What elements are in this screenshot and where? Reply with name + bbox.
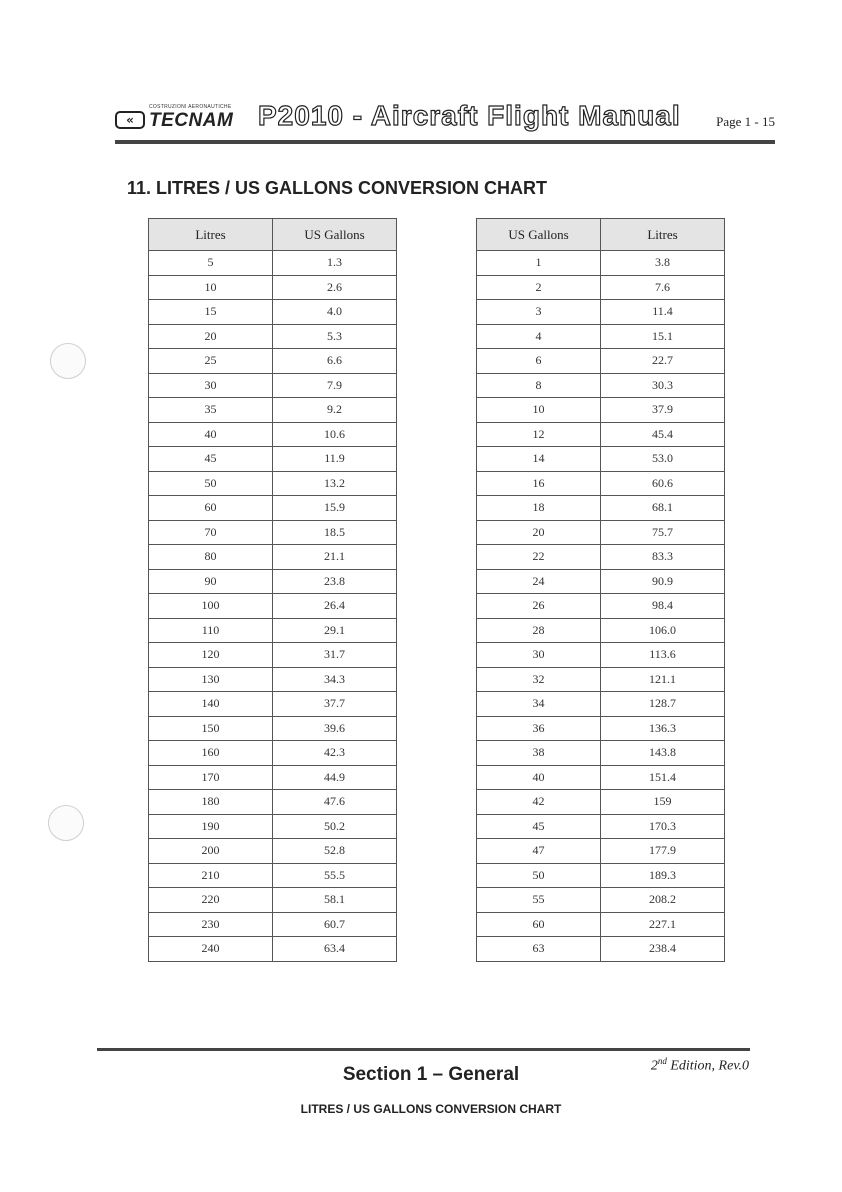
table-cell: 15.9	[273, 496, 397, 521]
table-row	[149, 937, 397, 962]
table-row	[149, 545, 397, 570]
table-cell: 60.7	[273, 912, 397, 937]
gallons-to-litres-table	[476, 218, 725, 962]
table-cell: 38	[477, 741, 601, 766]
table-cell: 11.9	[273, 447, 397, 472]
table-cell: 1	[477, 251, 601, 276]
table-cell: 63	[477, 937, 601, 962]
punch-hole-top	[50, 343, 86, 379]
table-cell: 42.3	[273, 741, 397, 766]
table-cell: 4	[477, 324, 601, 349]
table-cell: 50.2	[273, 814, 397, 839]
table-cell: 120	[149, 643, 273, 668]
table-cell: 37.7	[273, 692, 397, 717]
table-cell: 160	[149, 741, 273, 766]
table-cell: 130	[149, 667, 273, 692]
table-cell: 24	[477, 569, 601, 594]
table-cell: 30	[149, 373, 273, 398]
page-number: Page 1 - 15	[716, 114, 775, 129]
table-row	[149, 888, 397, 913]
table-row	[477, 373, 725, 398]
table-cell: 180	[149, 790, 273, 815]
table-cell: 37.9	[601, 398, 725, 423]
table-row	[149, 373, 397, 398]
table-row	[477, 569, 725, 594]
table-cell: 1.3	[273, 251, 397, 276]
table-cell: 159	[601, 790, 725, 815]
table-cell: 23.8	[273, 569, 397, 594]
table-cell: 220	[149, 888, 273, 913]
table-cell: 110	[149, 618, 273, 643]
table-cell: 53.0	[601, 447, 725, 472]
table-cell: 5	[149, 251, 273, 276]
table-cell: 60	[149, 496, 273, 521]
table-row	[149, 790, 397, 815]
table-cell: 60.6	[601, 471, 725, 496]
footer-section-title: Section 1 – General	[342, 1064, 520, 1085]
table-row	[477, 643, 725, 668]
table-cell: 68.1	[601, 496, 725, 521]
table-cell: 98.4	[601, 594, 725, 619]
table-cell: 90	[149, 569, 273, 594]
table-cell: 5.3	[273, 324, 397, 349]
table-row	[149, 496, 397, 521]
table-row	[149, 765, 397, 790]
table-cell: 140	[149, 692, 273, 717]
table-cell: 45	[477, 814, 601, 839]
table-header-row	[477, 219, 725, 251]
table-cell: 16	[477, 471, 601, 496]
table-cell: 18	[477, 496, 601, 521]
table-cell: 34	[477, 692, 601, 717]
table-row	[149, 741, 397, 766]
table-cell: 143.8	[601, 741, 725, 766]
table-row	[149, 912, 397, 937]
table-row	[149, 422, 397, 447]
table-row	[477, 545, 725, 570]
table-row	[149, 569, 397, 594]
table-row	[477, 667, 725, 692]
table-row	[477, 741, 725, 766]
column-header: Litres	[149, 219, 273, 251]
table-row	[477, 839, 725, 864]
table-row	[477, 520, 725, 545]
table-cell: 40	[477, 765, 601, 790]
table-cell: 238.4	[601, 937, 725, 962]
table-row	[149, 839, 397, 864]
table-row	[149, 251, 397, 276]
table-cell: 21.1	[273, 545, 397, 570]
table-cell: 10.6	[273, 422, 397, 447]
table-row	[149, 520, 397, 545]
logo-chevron-icon: «	[115, 111, 145, 129]
table-cell: 3.8	[601, 251, 725, 276]
table-cell: 28	[477, 618, 601, 643]
table-cell: 106.0	[601, 618, 725, 643]
table-cell: 25	[149, 349, 273, 374]
table-cell: 100	[149, 594, 273, 619]
edition-text: Edition, Rev.0	[666, 1058, 749, 1074]
table-cell: 10	[477, 398, 601, 423]
table-row	[477, 251, 725, 276]
table-row	[477, 814, 725, 839]
table-cell: 34.3	[273, 667, 397, 692]
table-cell: 29.1	[273, 618, 397, 643]
table-cell: 121.1	[601, 667, 725, 692]
table-row	[477, 471, 725, 496]
table-cell: 83.3	[601, 545, 725, 570]
punch-hole-bottom	[48, 805, 84, 841]
table-cell: 3	[477, 300, 601, 325]
table-cell: 52.8	[273, 839, 397, 864]
table-cell: 2	[477, 275, 601, 300]
table-row	[149, 667, 397, 692]
table-cell: 30.3	[601, 373, 725, 398]
table-cell: 8	[477, 373, 601, 398]
table-row	[149, 447, 397, 472]
table-cell: 151.4	[601, 765, 725, 790]
table-cell: 128.7	[601, 692, 725, 717]
edition-number: 2	[650, 1058, 658, 1074]
table-cell: 45.4	[601, 422, 725, 447]
litres-to-gallons-table	[148, 218, 397, 962]
table-row	[149, 618, 397, 643]
table-cell: 70	[149, 520, 273, 545]
table-cell: 42	[477, 790, 601, 815]
table-cell: 26	[477, 594, 601, 619]
table-cell: 30	[477, 643, 601, 668]
table-header-row	[149, 219, 397, 251]
table-cell: 55.5	[273, 863, 397, 888]
table-cell: 230	[149, 912, 273, 937]
table-row	[149, 594, 397, 619]
table-cell: 40	[149, 422, 273, 447]
table-cell: 227.1	[601, 912, 725, 937]
table-cell: 2.6	[273, 275, 397, 300]
table-cell: 113.6	[601, 643, 725, 668]
table-cell: 15	[149, 300, 273, 325]
table-row	[149, 643, 397, 668]
table-row	[149, 324, 397, 349]
table-row	[149, 692, 397, 717]
table-row	[477, 692, 725, 717]
manual-title: P2010 - Aircraft Flight Manual	[258, 100, 681, 131]
table-cell: 75.7	[601, 520, 725, 545]
table-cell: 12	[477, 422, 601, 447]
table-cell: 189.3	[601, 863, 725, 888]
table-row	[477, 422, 725, 447]
page-header	[115, 100, 775, 140]
table-cell: 210	[149, 863, 273, 888]
table-cell: 177.9	[601, 839, 725, 864]
table-cell: 14	[477, 447, 601, 472]
column-header: Litres	[601, 219, 725, 251]
section-title: 11. LITRES / US GALLONS CONVERSION CHART	[127, 178, 548, 198]
table-row	[477, 594, 725, 619]
table-row	[149, 863, 397, 888]
table-cell: 47	[477, 839, 601, 864]
table-row	[477, 888, 725, 913]
table-cell: 39.6	[273, 716, 397, 741]
table-cell: 31.7	[273, 643, 397, 668]
table-row	[149, 300, 397, 325]
table-cell: 58.1	[273, 888, 397, 913]
column-header: US Gallons	[273, 219, 397, 251]
table-cell: 10	[149, 275, 273, 300]
column-header: US Gallons	[477, 219, 601, 251]
table-cell: 55	[477, 888, 601, 913]
table-row	[149, 471, 397, 496]
logo-small-text: COSTRUZIONI AERONAUTICHE	[149, 104, 232, 110]
table-cell: 35	[149, 398, 273, 423]
table-row	[477, 912, 725, 937]
table-cell: 47.6	[273, 790, 397, 815]
tecnam-logo	[115, 104, 240, 132]
table-cell: 20	[149, 324, 273, 349]
table-cell: 50	[477, 863, 601, 888]
table-row	[477, 790, 725, 815]
table-cell: 45	[149, 447, 273, 472]
footer-subtitle: LITRES / US GALLONS CONVERSION CHART	[300, 1102, 562, 1116]
table-row	[477, 863, 725, 888]
table-cell: 200	[149, 839, 273, 864]
table-cell: 7.9	[273, 373, 397, 398]
table-cell: 36	[477, 716, 601, 741]
table-cell: 190	[149, 814, 273, 839]
table-row	[149, 716, 397, 741]
footer-divider	[97, 1048, 750, 1051]
table-cell: 22	[477, 545, 601, 570]
table-row	[149, 814, 397, 839]
table-cell: 170.3	[601, 814, 725, 839]
table-cell: 13.2	[273, 471, 397, 496]
table-row	[477, 618, 725, 643]
table-cell: 208.2	[601, 888, 725, 913]
table-cell: 18.5	[273, 520, 397, 545]
table-cell: 22.7	[601, 349, 725, 374]
table-row	[477, 765, 725, 790]
table-row	[477, 324, 725, 349]
table-row	[477, 275, 725, 300]
table-cell: 63.4	[273, 937, 397, 962]
table-cell: 136.3	[601, 716, 725, 741]
table-cell: 90.9	[601, 569, 725, 594]
table-cell: 80	[149, 545, 273, 570]
table-cell: 9.2	[273, 398, 397, 423]
table-cell: 60	[477, 912, 601, 937]
table-row	[149, 398, 397, 423]
table-row	[477, 716, 725, 741]
table-cell: 20	[477, 520, 601, 545]
table-row	[477, 447, 725, 472]
table-cell: 6	[477, 349, 601, 374]
table-row	[477, 398, 725, 423]
table-cell: 4.0	[273, 300, 397, 325]
table-cell: 44.9	[273, 765, 397, 790]
logo-text: TECNAM	[149, 110, 234, 131]
table-cell: 15.1	[601, 324, 725, 349]
edition-suffix: nd	[657, 1056, 667, 1066]
table-row	[477, 349, 725, 374]
table-row	[477, 937, 725, 962]
table-cell: 240	[149, 937, 273, 962]
table-row	[477, 300, 725, 325]
table-cell: 7.6	[601, 275, 725, 300]
table-cell: 170	[149, 765, 273, 790]
table-cell: 50	[149, 471, 273, 496]
table-cell: 26.4	[273, 594, 397, 619]
table-row	[477, 496, 725, 521]
table-cell: 150	[149, 716, 273, 741]
header-divider	[115, 140, 775, 144]
table-cell: 32	[477, 667, 601, 692]
table-cell: 11.4	[601, 300, 725, 325]
table-row	[149, 349, 397, 374]
table-row	[149, 275, 397, 300]
table-cell: 6.6	[273, 349, 397, 374]
